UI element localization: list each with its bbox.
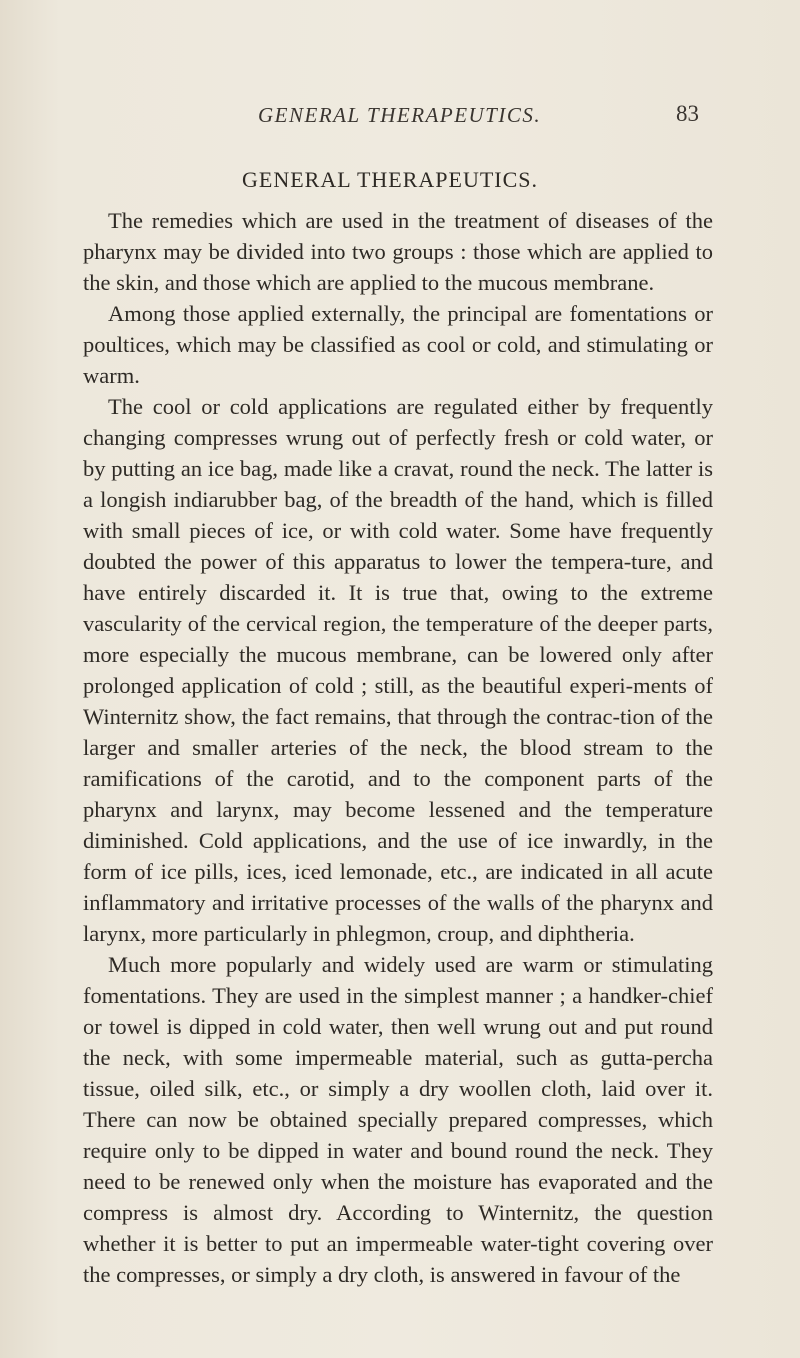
section-title: GENERAL THERAPEUTICS.	[242, 167, 538, 192]
paragraph-2: Among those applied externally, the principal are fomentations or poultices, which may be classified as cool or cold, and stimulating or warm.	[83, 301, 713, 388]
running-head: GENERAL THERAPEUTICS.	[258, 103, 542, 127]
page-number: 83	[676, 101, 699, 126]
paragraph-4: Much more popularly and widely used are warm or stimulating fomentations. They are used in the simplest manner ; a handker-chief or towel is dipped in cold water, then well wrung out and put round the neck, with some impermeable material, such as gutta-percha tissue, oiled silk, etc., or simply a dry woollen cloth, laid over it. There can now be obtained specially prepared compresses, which require only to be dipped in water and bound round the neck. They need to be renewed only when the moisture has evaporated and the compress is almost dry. According to Winternitz, the question whether it is better to put an impermeable water-tight covering over the compresses, or simply a dry cloth, is answered in favour of the	[83, 952, 713, 1287]
paragraph-3: The cool or cold applications are regulated either by frequently changing compresses wrung out of perfectly fresh or cold water, or by putting an ice bag, made like a cravat, round the neck. The latter is a longish indiarubber bag, of the breadth of the hand, which is filled with small pieces of ice, or with cold water. Some have frequently doubted the power of this apparatus to lower the tempera-ture, and have entirely discarded it. It is true that, owing to the extreme vascularity of the cervical region, the temperature of the deeper parts, more especially the mucous membrane, can be lowered only after prolonged application of cold ; still, as the beautiful experi-ments of Winternitz show, the fact remains, that through the contrac-tion of the larger and smaller arteries of the neck, the blood stream to the ramifications of the carotid, and to the component parts of the pharynx and larynx, may become lessened and the temperature diminished. Cold applications, and the use of ice inwardly, in the form of ice pills, ices, iced lemonade, etc., are indicated in all acute inflammatory and irritative processes of the walls of the pharynx and larynx, more particularly in phlegmon, croup, and diphtheria.	[83, 394, 713, 946]
body-text	[83, 205, 713, 1290]
paragraph-1: The remedies which are used in the treatment of diseases of the pharynx may be divided into two groups : those which are applied to the skin, and those which are applied to the mucous membrane.	[83, 208, 713, 295]
